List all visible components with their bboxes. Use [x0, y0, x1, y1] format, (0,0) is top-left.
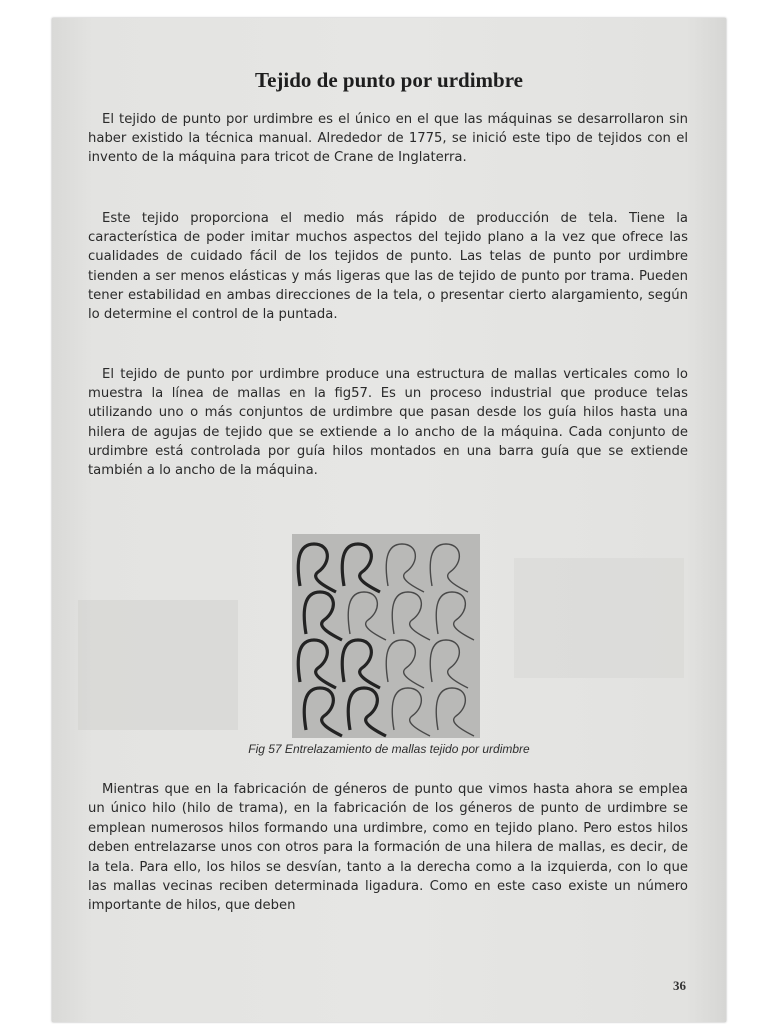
knit-loop: [386, 640, 424, 688]
knit-loop: [430, 544, 468, 592]
document-page: [52, 18, 726, 1022]
knit-loop: [304, 688, 342, 736]
bleed-through-shadow: [514, 558, 684, 678]
page-number: 36: [673, 978, 686, 993]
knit-loop: [348, 592, 386, 640]
knit-loop: [342, 640, 380, 688]
paragraph-properties: Este tejido proporciona el medio más rápido de producción de tela. Tiene la característica de poder imitar muchos aspectos del tejido plano a la vez que ofrece las cualidades de cuidado fácil de los tejidos de punto. Las telas de punto por urdimbre tienden a ser menos elásticas y más ligeras que las de tejido de punto por trama. Pueden tener estabilidad en ambas direcciones de la tela, o presentar cierto alargamiento, según lo determine el control de la puntada.: [88, 211, 688, 323]
knit-loop: [304, 592, 342, 640]
knit-loop: [436, 688, 474, 736]
paragraph-warp-threads: Mientras que en la fabricación de géneros de punto que vimos hasta ahora se emplea un único hilo (hilo de trama), en la fabricación de los géneros de punto de urdimbre se emplean numerosos hilos formando una urdimbre, como en tejido plano. Pero estos hilos deben entrelazarse unos con otros para la formación de una hilera de mallas, es decir, de la tela. Para ello, los hilos se desvían, tanto a la derecha como a la izquierda, con lo que las mallas vecinas reciben determinada ligadura. Como en este caso existe un número importante de hilos, que deben: [88, 782, 688, 914]
knit-loop: [436, 592, 474, 640]
bleed-through-shadow: [78, 600, 238, 730]
warp-knit-loops-illustration: [292, 534, 480, 738]
knit-loop: [386, 544, 424, 592]
knit-loop: [348, 688, 386, 736]
paragraph-structure: El tejido de punto por urdimbre produce una estructura de mallas verticales como lo muestra la línea de mallas en la fig57. Es un proceso industrial que produce telas utilizando uno o más conjuntos de urdimbre que pasan desde los guía hilos hasta una hilera de agujas de tejido que se extiende a lo ancho de la máquina. Cada conjunto de urdimbre está controlada por guía hilos montados en una barra guía que se extiende también a lo ancho de la máquina.: [88, 367, 688, 479]
knit-loop: [298, 544, 336, 592]
knit-loop: [298, 640, 336, 688]
knit-loop: [392, 688, 430, 736]
knit-loop: [392, 592, 430, 640]
knit-loop: [342, 544, 380, 592]
figure-caption: Fig 57 Entrelazamiento de mallas tejido por urdimbre: [248, 742, 530, 756]
page-title: Tejido de punto por urdimbre: [254, 68, 523, 92]
loops-drawing: [292, 534, 480, 738]
paragraph-intro: El tejido de punto por urdimbre es el único en el que las máquinas se desarrollaron sin haber existido la técnica manual. Alrededor de 1775, se inició este tipo de tejidos con el invento de la máquina para tricot de Crane de Inglaterra.: [88, 112, 688, 166]
knit-loop: [430, 640, 468, 688]
